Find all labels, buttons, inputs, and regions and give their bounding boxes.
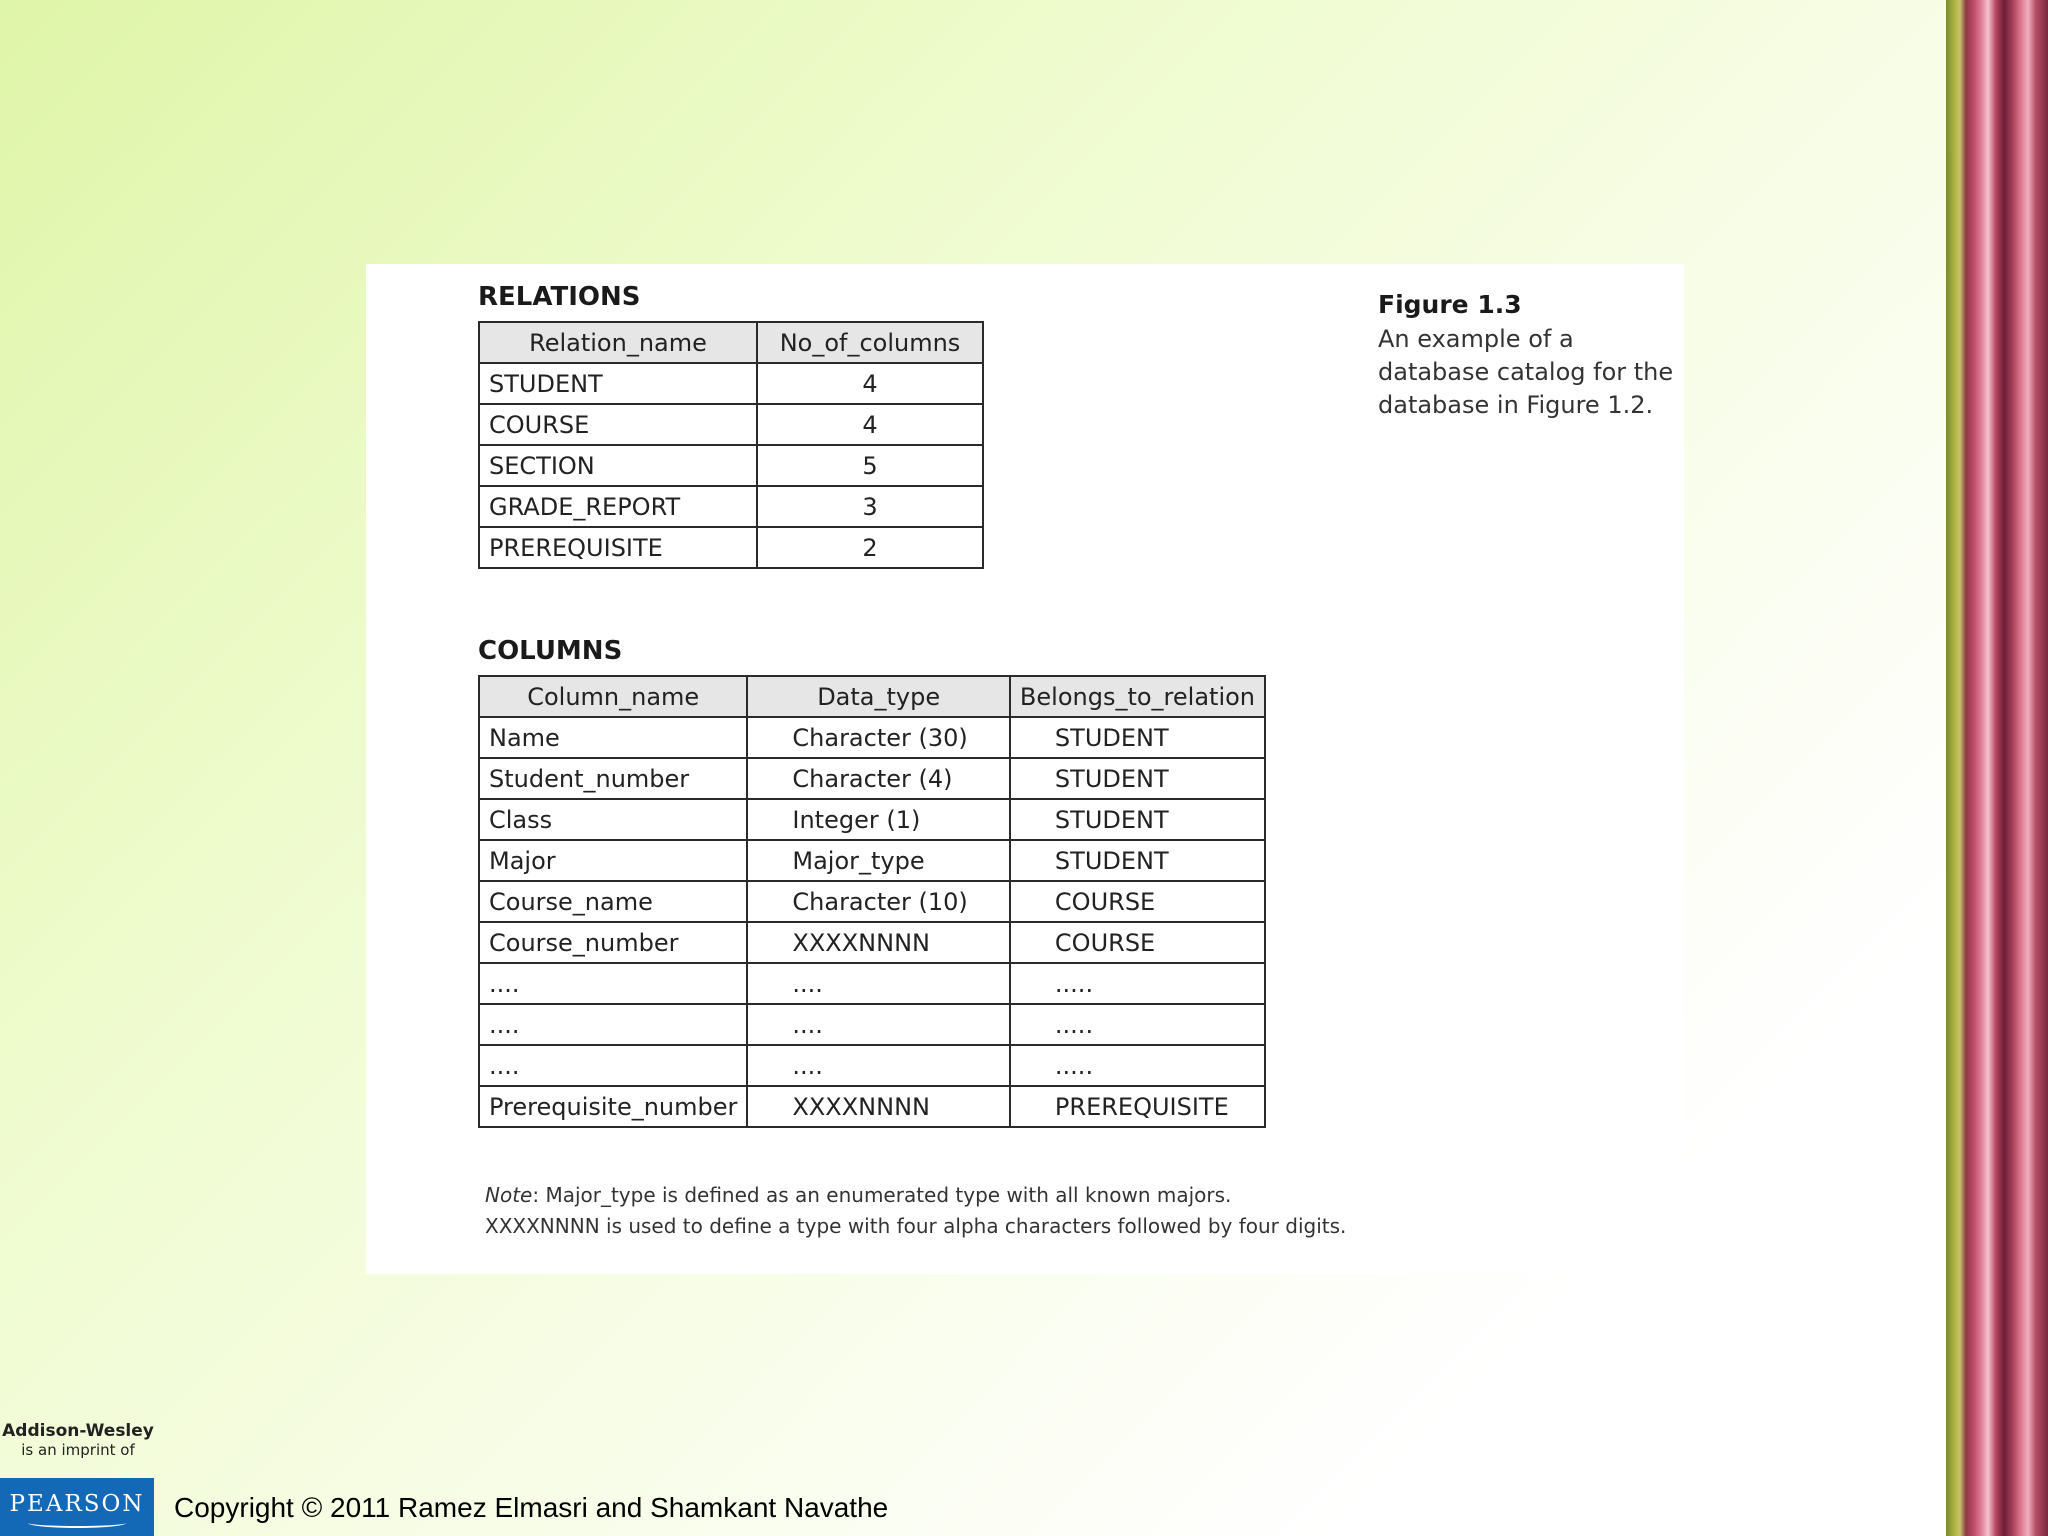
relation-cell: ..... (1010, 1004, 1265, 1045)
data-type-cell: .... (747, 1004, 1010, 1045)
columns-header-data-type: Data_type (747, 676, 1010, 717)
column-name-cell: Course_name (479, 881, 747, 922)
relation-name-cell: GRADE_REPORT (479, 486, 757, 527)
table-row (479, 881, 1265, 922)
column-name-cell: Student_number (479, 758, 747, 799)
data-type-cell: Major_type (747, 840, 1010, 881)
table-row (479, 445, 983, 486)
data-type-cell: .... (747, 963, 1010, 1004)
relation-name-cell: SECTION (479, 445, 757, 486)
publisher-name: Addison-Wesley (2, 1421, 154, 1441)
columns-header-column-name: Column_name (479, 676, 747, 717)
column-name-cell: .... (479, 963, 747, 1004)
table-row (479, 1086, 1265, 1127)
copyright-notice: Copyright © 2011 Ramez Elmasri and Shamkant Navathe (174, 1492, 889, 1523)
table-row (479, 758, 1265, 799)
data-type-cell: Integer (1) (747, 799, 1010, 840)
table-row (479, 717, 1265, 758)
note-label: Note (485, 1183, 533, 1207)
column-count-cell: 4 (757, 404, 983, 445)
figure-note (485, 1180, 1346, 1242)
note-line-1: : Major_type is defined as an enumerated type with all known majors. (532, 1183, 1232, 1207)
relation-cell: STUDENT (1010, 840, 1265, 881)
data-type-cell: .... (747, 1045, 1010, 1086)
data-type-cell: XXXXNNNN (747, 1086, 1010, 1127)
data-type-cell: Character (4) (747, 758, 1010, 799)
relation-cell: STUDENT (1010, 717, 1265, 758)
column-name-cell: Course_number (479, 922, 747, 963)
relations-title: RELATIONS (478, 282, 641, 312)
relation-cell: COURSE (1010, 922, 1265, 963)
relation-cell: ..... (1010, 963, 1265, 1004)
columns-title: COLUMNS (478, 636, 623, 666)
relation-cell: STUDENT (1010, 799, 1265, 840)
column-name-cell: Prerequisite_number (479, 1086, 747, 1127)
table-row (479, 922, 1265, 963)
column-count-cell: 3 (757, 486, 983, 527)
column-name-cell: .... (479, 1045, 747, 1086)
column-count-cell: 2 (757, 527, 983, 568)
relations-table (478, 321, 984, 569)
column-name-cell: .... (479, 1004, 747, 1045)
table-row (479, 1045, 1265, 1086)
columns-header-belongs-to-relation: Belongs_to_relation (1010, 676, 1265, 717)
data-type-cell: XXXXNNNN (747, 922, 1010, 963)
table-row (479, 1004, 1265, 1045)
table-row (479, 404, 983, 445)
data-type-cell: Character (10) (747, 881, 1010, 922)
column-name-cell: Major (479, 840, 747, 881)
table-row (479, 840, 1265, 881)
relation-name-cell: COURSE (479, 404, 757, 445)
data-type-cell: Character (30) (747, 717, 1010, 758)
figure-caption (1378, 290, 1678, 422)
relation-cell: PREREQUISITE (1010, 1086, 1265, 1127)
table-row (479, 527, 983, 568)
relation-name-cell: PREREQUISITE (479, 527, 757, 568)
note-line-2: XXXXNNNN is used to define a type with four alpha characters followed by four digits. (485, 1214, 1347, 1238)
column-name-cell: Class (479, 799, 747, 840)
relation-cell: STUDENT (1010, 758, 1265, 799)
relations-header-no-of-columns: No_of_columns (757, 322, 983, 363)
addison-wesley-logo (0, 1422, 156, 1460)
relation-cell: ..... (1010, 1045, 1265, 1086)
pearson-swoosh-icon (28, 1518, 126, 1528)
table-row (479, 363, 983, 404)
table-row (479, 486, 983, 527)
table-row (479, 799, 1265, 840)
publisher-imprint: is an imprint of (21, 1441, 135, 1459)
table-row (479, 963, 1265, 1004)
columns-table (478, 675, 1266, 1128)
pearson-logo (0, 1478, 154, 1536)
figure-caption-title: Figure 1.3 (1378, 290, 1522, 319)
relations-header-relation-name: Relation_name (479, 322, 757, 363)
column-count-cell: 4 (757, 363, 983, 404)
relation-cell: COURSE (1010, 881, 1265, 922)
decorative-stripes (1946, 0, 2048, 1536)
pearson-logo-text: PEARSON (9, 1491, 145, 1517)
figure-caption-text: An example of a database catalog for the database in Figure 1.2. (1378, 325, 1674, 419)
column-name-cell: Name (479, 717, 747, 758)
column-count-cell: 5 (757, 445, 983, 486)
relation-name-cell: STUDENT (479, 363, 757, 404)
